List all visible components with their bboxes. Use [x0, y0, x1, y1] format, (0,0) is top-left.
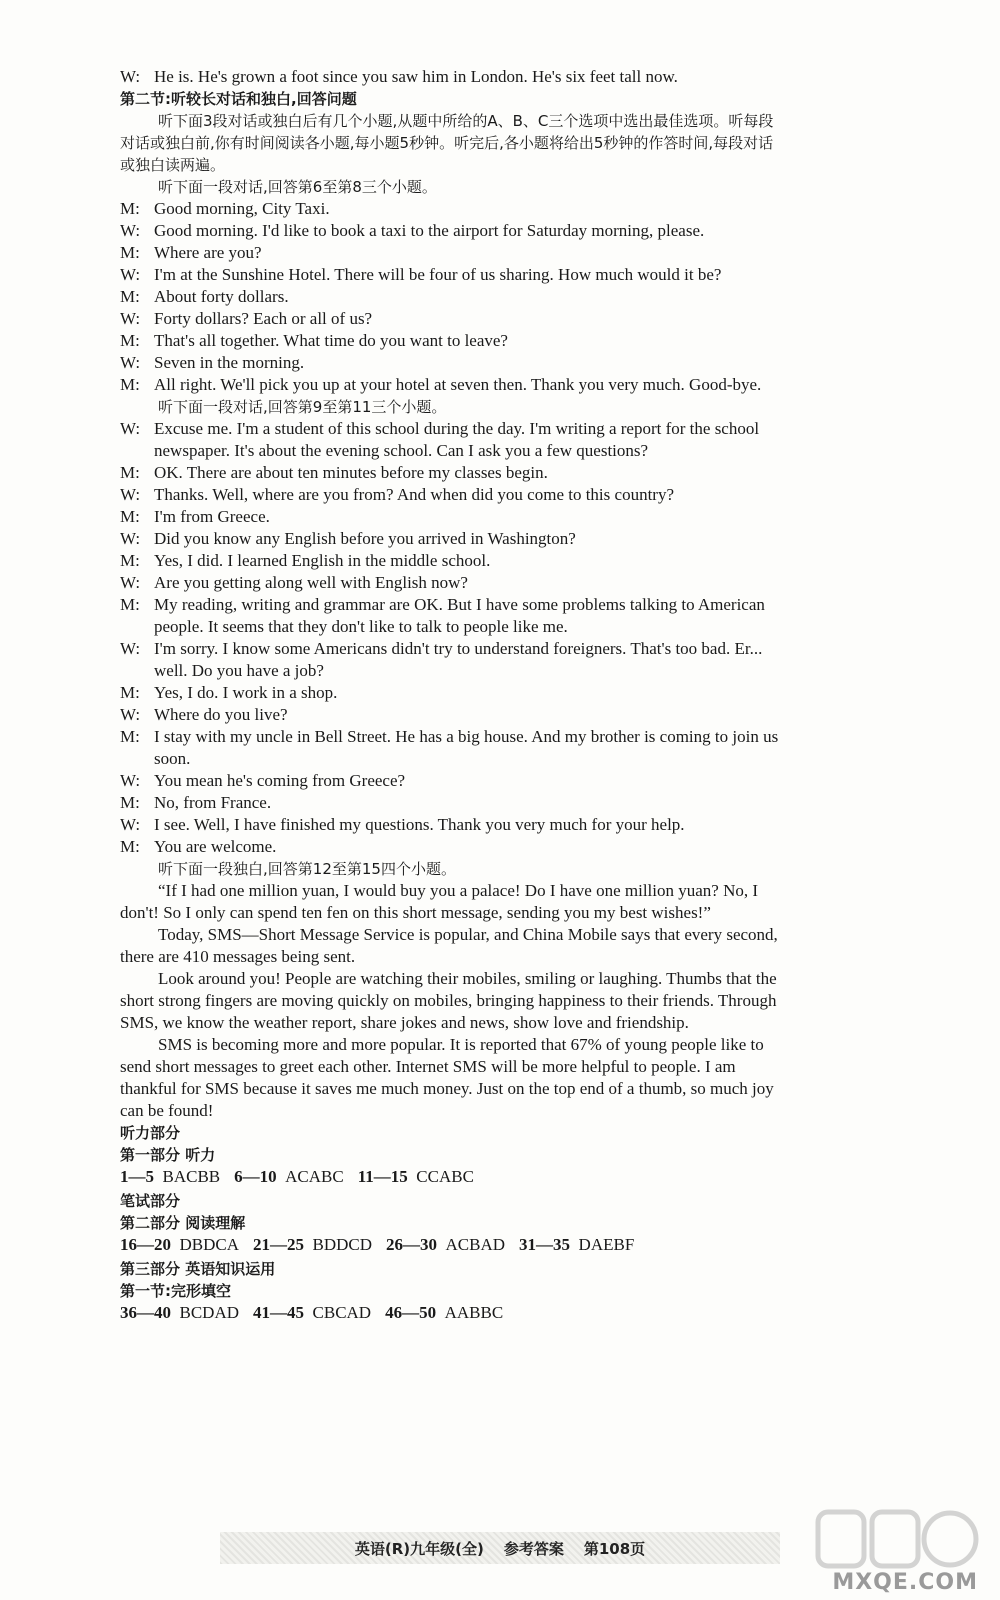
answer-values: BACBB: [162, 1167, 221, 1186]
line-text: No, from France.: [154, 793, 272, 812]
watermark-text: MXQE.COM: [832, 1570, 978, 1595]
speaker-label: M:: [120, 595, 140, 614]
dialog1: [120, 198, 785, 396]
monologue: [120, 880, 785, 1122]
answer-values: DAEBF: [578, 1235, 635, 1254]
dialog1-intro: 听下面一段对话,回答第6至第8三个小题。: [158, 178, 437, 196]
dialog-line: [120, 792, 785, 814]
line-text: You mean he's coming from Greece?: [154, 771, 406, 790]
line-text: Thanks. Well, where are you from? And when did you come to this country?: [154, 485, 674, 504]
answer-range: 46—50: [385, 1303, 437, 1322]
answer-range: 26—30: [386, 1235, 438, 1254]
dialog-line: [120, 726, 785, 770]
line-text: I see. Well, I have finished my questions. Thank you very much for your help.: [154, 815, 685, 834]
section1-title: 第一节:完形填空: [120, 1282, 231, 1300]
answers-part3: [120, 1302, 785, 1324]
monologue-paragraph: Look around you! People are watching their mobiles, smiling or laughing. Thumbs that the short strong fingers are moving quickly on mobiles, bringing happiness to their friends. Through SMS, we know the weather report, share jokes and news, show love and friendship.: [120, 969, 777, 1032]
dialog-line: [120, 220, 785, 242]
speaker-label: W:: [120, 529, 141, 548]
answer-values: ACBAD: [445, 1235, 506, 1254]
answer-range: 41—45: [253, 1303, 305, 1322]
speaker-label: W:: [120, 353, 141, 372]
speaker-label: W:: [120, 309, 141, 328]
line-text: Yes, I do. I work in a shop.: [154, 683, 338, 702]
answer-values: BCDAD: [179, 1303, 240, 1322]
dialog-line: [120, 550, 785, 572]
part2-title: 第二部分 阅读理解: [120, 1214, 246, 1232]
line-text: Where are you?: [154, 243, 262, 262]
dialog-line: [120, 814, 785, 836]
speaker-label: W:: [120, 221, 141, 240]
monologue-paragraph: Today, SMS—Short Message Service is popular, and China Mobile says that every second, there are 410 messages being sent.: [120, 925, 778, 966]
answer-values: BDDCD: [312, 1235, 373, 1254]
page-footer: [220, 1532, 780, 1564]
line-text: Where do you live?: [154, 705, 288, 724]
line-text: Seven in the morning.: [154, 353, 305, 372]
dialog-line: [120, 198, 785, 220]
speaker-label: M:: [120, 837, 140, 856]
speaker-label: W:: [120, 771, 141, 790]
answer-range: 31—35: [519, 1235, 571, 1254]
answer-range: 36—40: [120, 1303, 171, 1322]
dialog-top: [120, 66, 785, 88]
dialog-line: [120, 770, 785, 792]
answer-range: 6—10: [234, 1167, 277, 1186]
speaker-label: M:: [120, 287, 140, 306]
dialog-line: [120, 704, 785, 726]
speaker-label: M:: [120, 683, 140, 702]
dialog-line: [120, 484, 785, 506]
section2-title: 第二节:听较长对话和独白,回答问题: [120, 90, 357, 108]
answer-values: AABBC: [444, 1303, 504, 1322]
answer-values: CBCAD: [312, 1303, 372, 1322]
dialog-line: [120, 286, 785, 308]
dialog-line: [120, 462, 785, 484]
speaker-label: M:: [120, 793, 140, 812]
answer-range: 11—15: [357, 1167, 408, 1186]
line-text: All right. We'll pick you up at your hotel at seven then. Thank you very much. Good-bye.: [154, 375, 762, 394]
speaker-label: M:: [120, 375, 140, 394]
dialog-line: [120, 352, 785, 374]
speaker-label: M:: [120, 463, 140, 482]
dialog-line: [120, 66, 785, 88]
text-column: [120, 66, 785, 1326]
speaker-label: M:: [120, 243, 140, 262]
speaker-label: M:: [120, 727, 140, 746]
answer-range: 16—20: [120, 1235, 171, 1254]
footer-page-number: 第108页: [583, 1539, 646, 1558]
answer-values: ACABC: [285, 1167, 344, 1186]
monologue-intro: 听下面一段独白,回答第12至第15四个小题。: [158, 860, 456, 878]
speaker-label: M:: [120, 199, 140, 218]
speaker-label: W:: [120, 815, 141, 834]
line-text: Are you getting along well with English now?: [154, 573, 468, 592]
part3-title: 第三部分 英语知识运用: [120, 1260, 276, 1278]
monologue-paragraph: “If I had one million yuan, I would buy you a palace! Do I have one million yuan? No, I don't! So I only can spend ten fen on this short message, sending you my best wishes!”: [120, 881, 759, 922]
speaker-label: M:: [120, 551, 140, 570]
speaker-label: W:: [120, 67, 141, 86]
answer-range: 21—25: [253, 1235, 305, 1254]
line-text: Good morning. I'd like to book a taxi to the airport for Saturday morning, please.: [154, 221, 705, 240]
line-text: That's all together. What time do you want to leave?: [154, 331, 508, 350]
line-text: He is. He's grown a foot since you saw him in London. He's six feet tall now.: [154, 67, 678, 86]
line-text: Did you know any English before you arrived in Washington?: [154, 529, 576, 548]
dialog-line: [120, 242, 785, 264]
line-text: Excuse me. I'm a student of this school during the day. I'm writing a report for the school newspaper. It's about the evening school. Can I ask you a few questions?: [154, 419, 760, 460]
line-text: I'm sorry. I know some Americans didn't try to understand foreigners. That's too bad. Er... well. Do you have a job?: [154, 639, 763, 680]
section2-instructions: 听下面3段对话或独白后有几个小题,从题中所给的A、B、C三个选项中选出最佳选项。听每段对话或独白前,你有时间阅读各小题,每小题5秒钟。听完后,各小题将给出5秒钟的作答时间,每段对话或独白读两遍。: [120, 112, 774, 174]
dialog-line: [120, 374, 785, 396]
line-text: OK. There are about ten minutes before my classes begin.: [154, 463, 548, 482]
monologue-paragraph: SMS is becoming more and more popular. It is reported that 67% of young people like to send short messages to greet each other. Internet SMS will be more helpful to people. I am thankful for SMS because it saves me much money. Just on the top end of a thumb, so much joy can be found!: [120, 1035, 774, 1120]
speaker-label: M:: [120, 331, 140, 350]
dialog-line: [120, 594, 785, 638]
dialog-line: [120, 308, 785, 330]
dialog-line: [120, 682, 785, 704]
footer-label: 参考答案: [503, 1539, 564, 1558]
line-text: You are welcome.: [154, 837, 277, 856]
dialog-line: [120, 528, 785, 550]
line-text: Yes, I did. I learned English in the middle school.: [154, 551, 491, 570]
answer-range: 1—5: [120, 1167, 154, 1186]
answer-values: CCABC: [416, 1167, 474, 1186]
dialog-line: [120, 638, 785, 682]
speaker-label: M:: [120, 507, 140, 526]
dialog-line: [120, 418, 785, 462]
written-title: 笔试部分: [120, 1192, 181, 1210]
dialog2-intro: 听下面一段对话,回答第9至第11三个小题。: [158, 398, 447, 416]
speaker-label: W:: [120, 485, 141, 504]
listening-title: 听力部分: [120, 1124, 181, 1142]
speaker-label: W:: [120, 573, 141, 592]
line-text: I stay with my uncle in Bell Street. He has a big house. And my brother is coming to join us soon.: [154, 727, 779, 768]
speaker-label: W:: [120, 419, 141, 438]
line-text: I'm from Greece.: [154, 507, 270, 526]
dialog-line: [120, 836, 785, 858]
speaker-label: W:: [120, 705, 141, 724]
answers-part1: [120, 1166, 785, 1188]
line-text: I'm at the Sunshine Hotel. There will be four of us sharing. How much would it be?: [154, 265, 722, 284]
answer-values: DBDCA: [179, 1235, 240, 1254]
line-text: Good morning, City Taxi.: [154, 199, 330, 218]
footer-subject: 英语(R)九年级(全): [354, 1539, 484, 1558]
speaker-label: W:: [120, 265, 141, 284]
speaker-label: W:: [120, 639, 141, 658]
dialog-line: [120, 572, 785, 594]
dialog2: [120, 418, 785, 858]
dialog-line: [120, 264, 785, 286]
line-text: My reading, writing and grammar are OK. But I have some problems talking to American people. It seems that they don't like to talk to people like me.: [154, 595, 765, 636]
answers-part2: [120, 1234, 785, 1256]
dialog-line: [120, 506, 785, 528]
line-text: About forty dollars.: [154, 287, 289, 306]
line-text: Forty dollars? Each or all of us?: [154, 309, 373, 328]
part1-title: 第一部分 听力: [120, 1146, 216, 1164]
dialog-line: [120, 330, 785, 352]
